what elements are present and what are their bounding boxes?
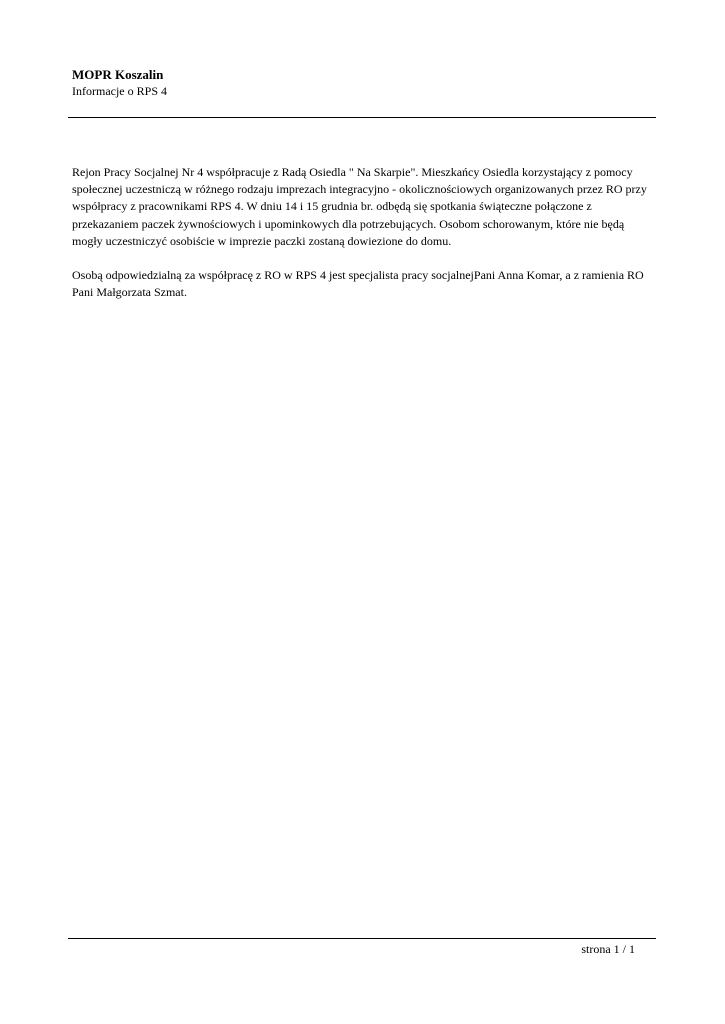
body-paragraph: Osobą odpowiedzialną za współpracę z RO w RPS 4 jest specjalista pracy socjalnejPani Anna Komar, a z ramienia RO Pani Małgorzata Szmat. xyxy=(72,268,644,300)
header-divider xyxy=(68,117,656,118)
page-number: strona 1 / 1 xyxy=(581,942,635,956)
body-paragraph: Rejon Pracy Socjalnej Nr 4 współpracuje z Radą Osiedla " Na Skarpie". Mieszkańcy Osiedla korzystający z pomocy społecznej uczestniczą w różnego rodzaju imprezach integracyjno - okolicznościowych organizowanych przez RO przy współpracy z pracownikami RPS 4. W dniu 14 i 15 grudnia br. odbędą się spotkania świąteczne połączone z przekazaniem paczek żywnościowych i upominkowych dla potrzebujących. Osobom schorowanym, które nie będą mogły uczestniczyć osobiście w imprezie paczki zostaną dowiezione do domu. xyxy=(72,165,647,248)
document-body xyxy=(72,164,657,318)
organization-title: MOPR Koszalin xyxy=(72,67,164,82)
document-subtitle: Informacje o RPS 4 xyxy=(72,84,167,98)
footer-divider xyxy=(68,938,656,939)
page-header xyxy=(72,66,657,99)
